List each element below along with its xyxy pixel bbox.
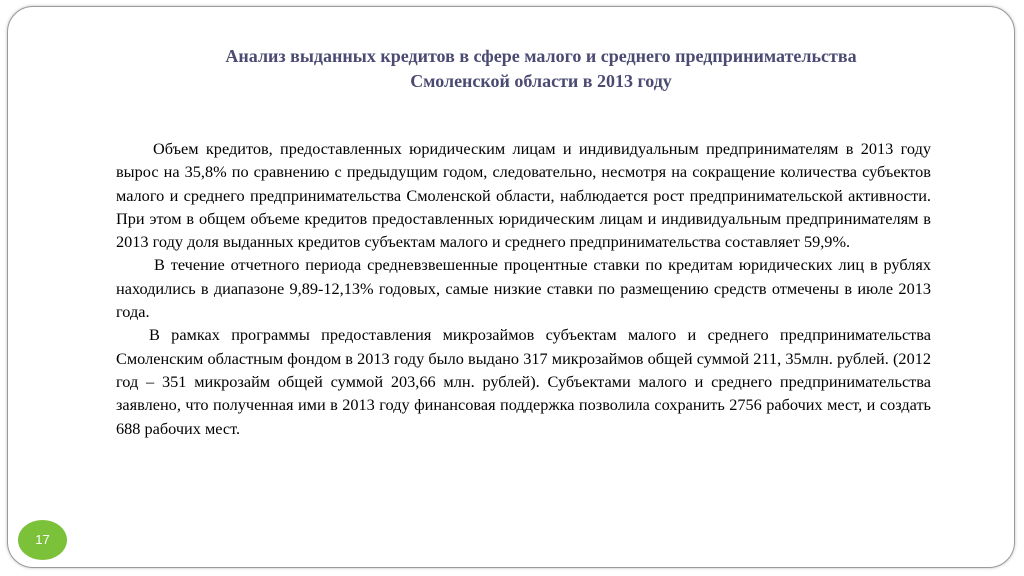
paragraph-microloans: В рамках программы предоставления микрозаймов субъектам малого и среднего предпринимательства Смоленским областным фондом в 2013 году было выдано 317 микрозаймов общей суммой 211, 35млн. рублей. (2012 год – 351 микрозайм общей суммой 203,66 млн. рублей). Субъектами малого и среднего предпринимательства заявлено, что полученная ими в 2013 году финансовая поддержка позволила сохранить 2756 рабочих мест, и создать 688 рабочих мест.: [116, 325, 931, 438]
paragraph-credit-volume: Объем кредитов, предоставленных юридическим лицам и индивидуальным предпринимателям в 2013 году вырос на 35,8% по сравнению с предыдущим годом, следовательно, несмотря на сокращение количества субъектов малого и среднего предпринимательства Смоленской области, наблюдается рост предпринимательской активности. При этом в общем объеме кредитов предоставленных юридическим лицам и индивидуальным предпринимателям в 2013 году доля выданных кредитов субъектам малого и среднего предпринимательства составляет 59,9%.: [116, 139, 931, 252]
slide-title-line-1: Анализ выданных кредитов в сфере малого и среднего предпринимательства: [225, 46, 857, 66]
slide-title-line-2: Смоленской области в 2013 году: [410, 71, 672, 91]
page-number-badge: 17: [18, 520, 67, 560]
paragraph-interest-rates: В течение отчетного периода средневзвешенные процентные ставки по кредитам юридических лиц в рублях находились в диапазоне 9,89-12,13% годовых, самые низкие ставки по размещению средств отмечены в июле 2013 года.: [116, 255, 931, 322]
slide-title: [150, 44, 932, 94]
slide-body: [116, 137, 931, 440]
